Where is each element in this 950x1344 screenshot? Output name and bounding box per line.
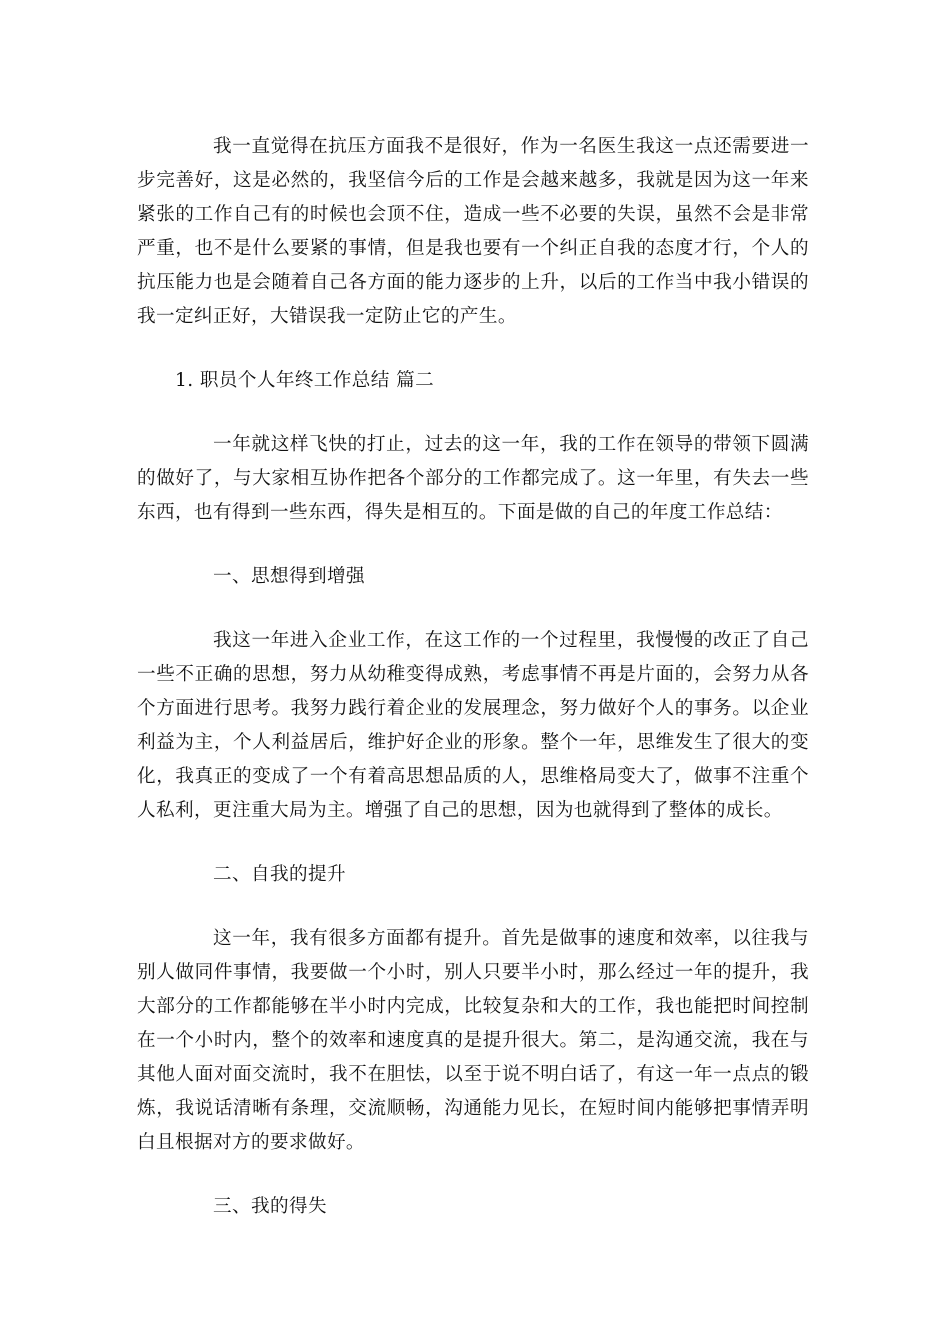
heading-self-improvement: 二、自我的提升 [213,864,346,885]
paragraph-gap [137,828,809,858]
paragraph-stress-resistance: 我一直觉得在抗压方面我不是很好，作为一名医生我这一点还需要进一步完善好，这是必然的，我坚信今后的工作是会越来越多，我就是因为这一年来紧张的工作自己有的时候也会顶不住，造成一些不必要的失误，虽然不会是非常严重，也不是什么要紧的事情，但是我也要有一个纠正自我的态度才行，个人的抗压能力也是会随着自己各方面的能力逐步的上升，以后的工作当中我小错误的我一定纠正好，大错误我一定防止它的产生。 [137,136,809,327]
paragraph-gap [137,398,809,428]
heading-gains-and-losses: 三、我的得失 [213,1196,327,1217]
paragraph-gap [137,530,809,560]
heading-thought-strengthened: 一、思想得到增强 [213,566,365,587]
paragraph-thought-strengthened: 我这一年进入企业工作，在这工作的一个过程里，我慢慢的改正了自己一些不正确的思想，努力从幼稚变得成熟，考虑事情不再是片面的，会努力从各个方面进行思考。我努力践行着企业的发展理念，努力做好个人的事务。以企业利益为主，个人利益居后，维护好企业的形象。整个一年，思维发生了很大的变化，我真正的变成了一个有着高思想品质的人，思维格局变大了，做事不注重个人私利，更注重大局为主。增强了自己的思想，因为也就得到了整体的成长。 [137,630,809,821]
paragraph-self-improvement: 这一年，我有很多方面都有提升。首先是做事的速度和效率，以往我与别人做同件事情，我要做一个小时，别人只要半小时，那么经过一年的提升，我大部分的工作都能够在半小时内完成，比较复杂和大的工作，我也能把时间控制在一个小时内，整个的效率和速度真的是提升很大。第二，是沟通交流，我在与其他人面对面交流时，我不在胆怯，以至于说不明白话了，有这一年一点点的锻炼，我说话清晰有条理，交流顺畅，沟通能力见长，在短时间内能够把事情弄明白且根据对方的要求做好。 [137,928,809,1153]
paragraph-gap [137,1160,809,1190]
paragraph-gap [137,594,809,624]
paragraph-gap [137,892,809,922]
document-body [137,130,809,1224]
section-title: 1. 职员个人年终工作总结 篇二 [175,370,435,391]
intro-paragraph: 一年就这样飞快的打止，过去的这一年，我的工作在领导的带领下圆满的做好了，与大家相互协作把各个部分的工作都完成了。这一年里，有失去一些东西，也有得到一些东西，得失是相互的。下面是做的自己的年度工作总结： [137,434,809,523]
paragraph-gap [137,334,809,364]
